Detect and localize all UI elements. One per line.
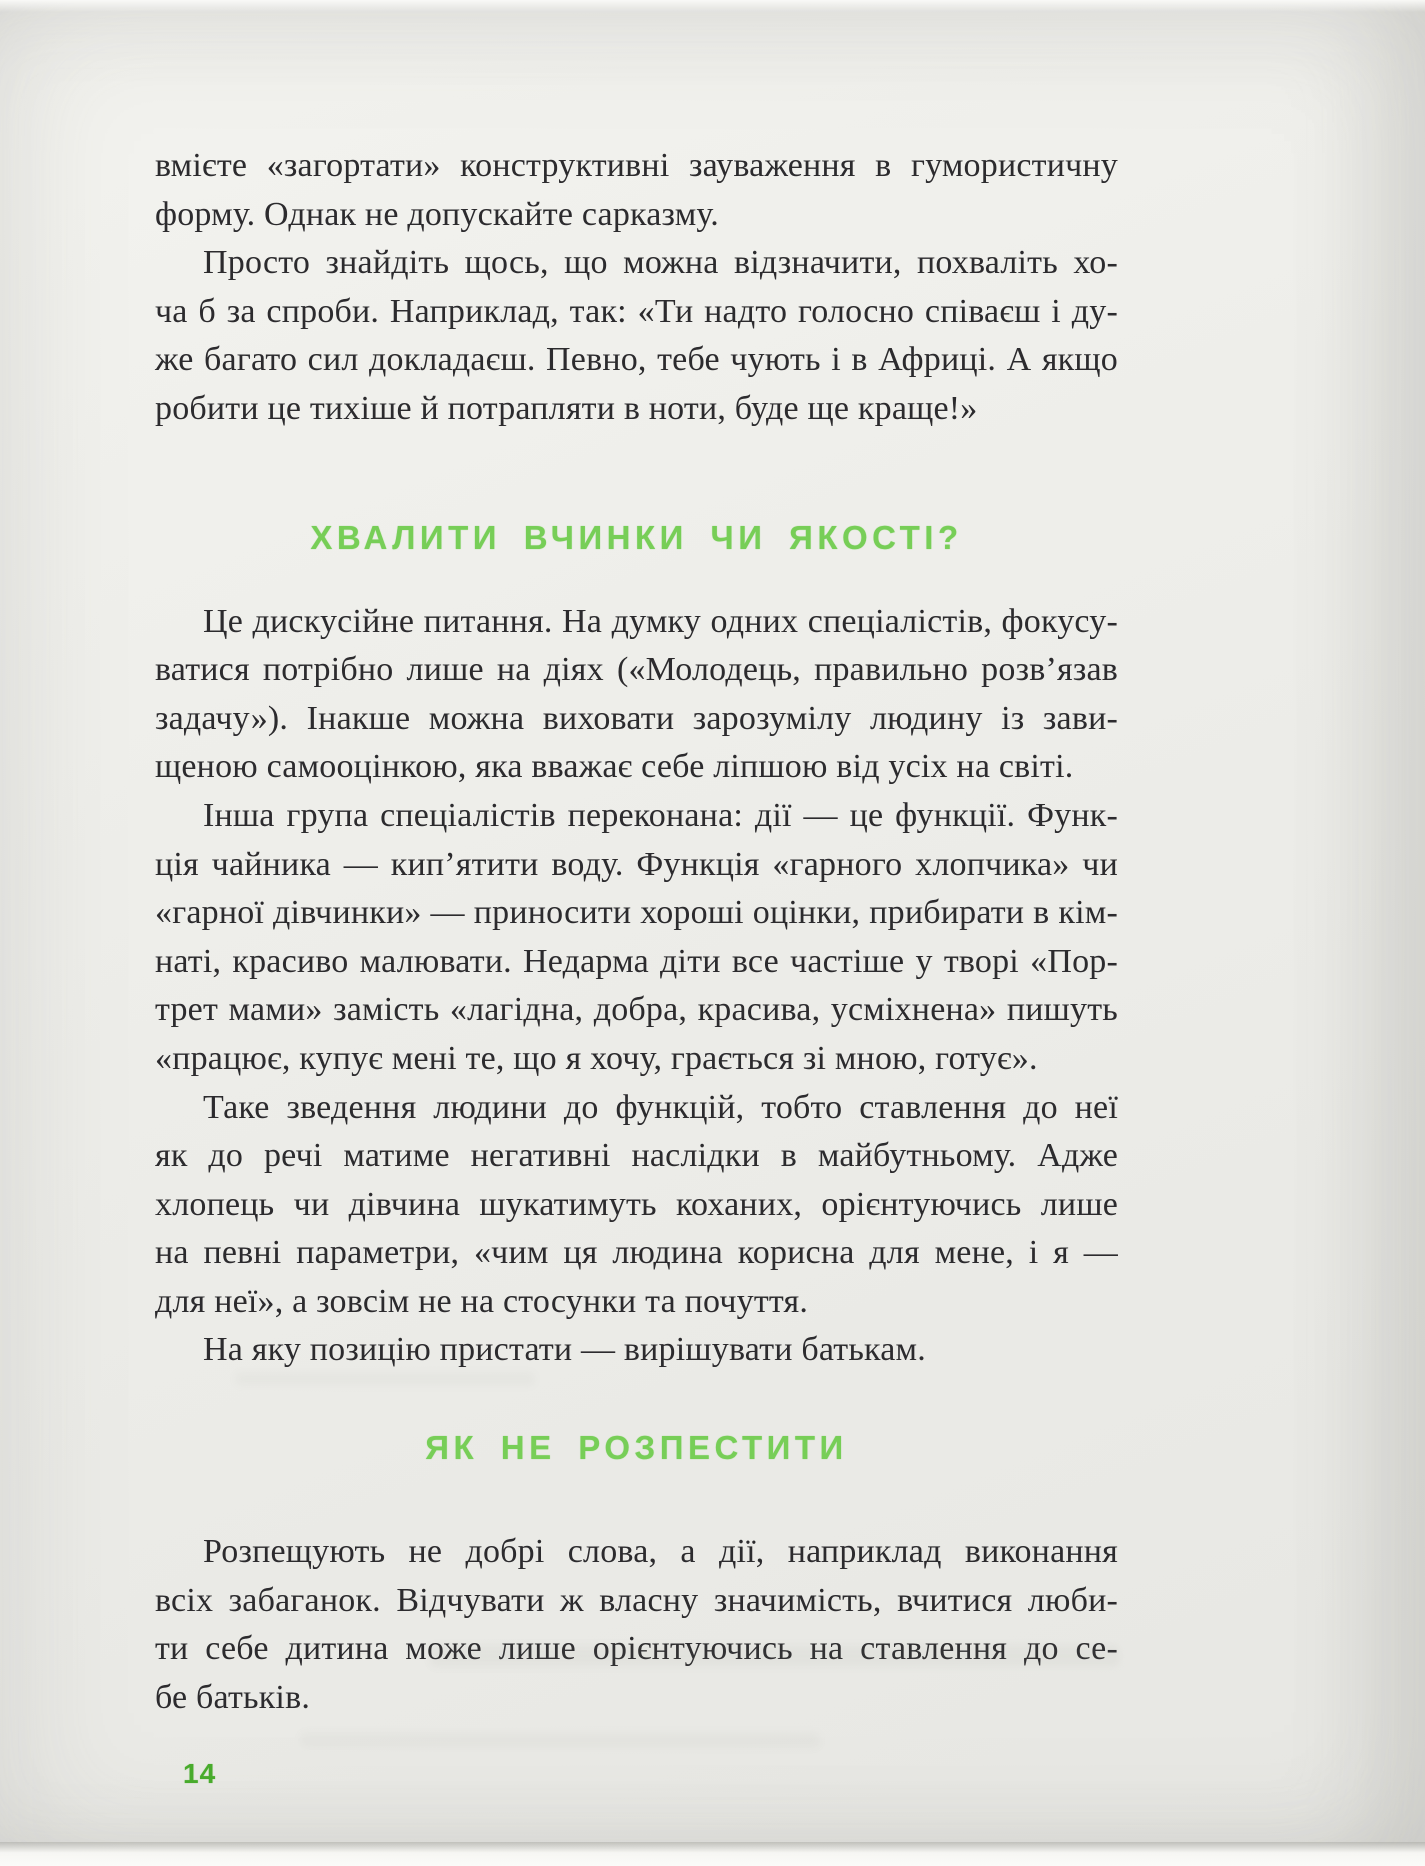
- text-line: щеною самооцінкою, яка вважає себе ліпшою від усіх на світі.: [155, 748, 1074, 786]
- text-line: вмієте «загортати» конструктивні зауваження в гумористичну: [155, 147, 1118, 184]
- page-edge-top: [0, 0, 1425, 12]
- text-line: «працює, купує мені те, що я хочу, грається зі мною, готує».: [155, 1039, 1038, 1077]
- text-line: Просто знайдіть щось, що можна відзначити, похваліть хо-: [203, 244, 1118, 282]
- text-line: бе батьків.: [155, 1678, 311, 1716]
- text-line: робити це тихіше й потрапляти в ноти, буде ще краще!»: [155, 389, 978, 427]
- text-line: ція чайника — кип’ятити воду. Функція «гарного хлопчика» чи: [155, 845, 1118, 883]
- text-line: наті, красиво малювати. Недарма діти все частіше у творі «Пор-: [155, 942, 1118, 980]
- text-line: Це дискусійне питання. На думку одних спеціалістів, фокусу-: [203, 602, 1118, 640]
- text-line: ти себе дитина може лише орієнтуючись на ставлення до се-: [155, 1630, 1118, 1668]
- text-line: ватися потрібно лише на діях («Молодець, правильно розв’язав: [155, 651, 1118, 689]
- text-line: на певні параметри, «чим ця людина корисна для мене, і я —: [155, 1234, 1118, 1272]
- text-line: форму. Однак не допускайте сарказму.: [155, 195, 719, 233]
- text-line: Таке зведення людини до функцій, тобто ставлення до неї: [203, 1088, 1118, 1126]
- text-line: Розпещують не добрі слова, а дії, наприклад виконання: [203, 1533, 1118, 1571]
- page-number: 14: [183, 1758, 217, 1789]
- text-line: На яку позицію пристати — вирішувати батькам.: [203, 1331, 926, 1369]
- page-edge-bottom: [0, 1842, 1425, 1866]
- text-line: Інша група спеціалістів переконана: дії — це функції. Функ-: [203, 796, 1118, 834]
- show-through-artifact: [300, 1732, 820, 1748]
- paragraph: [155, 142, 1118, 434]
- text-line: як до речі матиме негативні наслідки в майбутньому. Адже: [155, 1137, 1118, 1175]
- text-line: всіх забаганок. Відчувати ж власну значимість, вчитися люби-: [155, 1581, 1118, 1619]
- paragraph: [155, 1528, 1118, 1722]
- text-line: ча б за спроби. Наприклад, так: «Ти надто голосно співаєш і ду-: [155, 292, 1118, 330]
- text-line: трет мами» замість «лагідна, добра, красива, усміхнена» пишуть: [155, 991, 1118, 1029]
- text-line: же багато сил докладаєш. Певно, тебе чують і в Африці. А якщо: [155, 341, 1118, 379]
- text-line: «гарної дівчинки» — приносити хороші оцінки, прибирати в кім-: [155, 894, 1118, 932]
- text-column: [155, 142, 1118, 1722]
- text-line: для неї», а зовсім не на стосунки та почуття.: [155, 1282, 809, 1320]
- text-line: хлопець чи дівчина шукатимуть коханих, орієнтуючись лише: [155, 1185, 1118, 1223]
- text-line: задачу»). Інакше можна виховати зарозумілу людину із зави-: [155, 699, 1118, 737]
- paragraph: [155, 598, 1118, 1376]
- section-heading: ЯК НЕ РОЗПЕСТИТИ: [425, 1429, 848, 1467]
- section-heading: ХВАЛИТИ ВЧИНКИ ЧИ ЯКОСТІ?: [310, 518, 963, 556]
